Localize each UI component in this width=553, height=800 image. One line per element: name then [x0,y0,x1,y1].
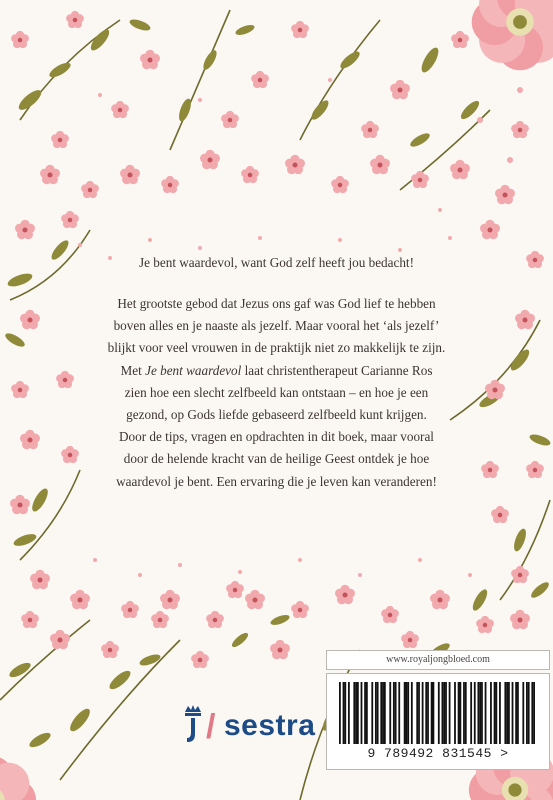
barcode-bar [418,682,420,744]
flower-icon [206,611,224,628]
barcode-bar [395,682,397,744]
flower-icon [335,585,355,604]
barcode-bar [422,682,424,744]
description-line: gezond, op Gods liefde gebaseerd zelfbeeld kunt krijgen. [126,407,427,423]
description-text [0,293,553,493]
leaf-icon [88,27,112,53]
stem-line [60,640,180,780]
barcode-bar [411,682,413,744]
flower-icon [226,581,244,598]
petal-dot [338,238,342,242]
flower-icon [70,590,90,609]
flower-icon [491,506,509,523]
flower-icon [285,155,305,174]
flower-icon [50,630,70,649]
barcode-bar [393,682,395,744]
barcode-bar [481,682,483,744]
barcode-bar [389,682,391,744]
barcode-bar [474,682,476,744]
book-title-italic: Je bent waardevol [145,362,242,378]
description-line: door de helende kracht van de heilige Geest ontdek je hoe [123,451,430,467]
flower-icon [251,71,269,88]
leaf-icon [470,587,490,612]
barcode-bar [438,682,440,744]
flower-icon [511,566,529,583]
flower-icon [390,80,410,99]
logo-slash: / [206,708,216,746]
isbn-number: 9 789492 831545 > [367,746,509,761]
flower-icon [161,176,179,193]
flower-icon [151,611,169,628]
tagline: Je bent waardevol, want God zelf heeft jou bedacht! [139,255,414,270]
barcode-bar [495,682,497,744]
barcode-bar [380,682,382,744]
large-flower-icon [472,0,553,70]
leaf-icon [529,580,551,601]
barcode-bar [504,682,506,744]
petal-dot [98,93,102,97]
barcode-bar [528,682,530,744]
barcode-bar [479,682,481,744]
petal-dot [238,570,242,574]
leaf-icon [16,87,44,113]
flower-icon [381,606,399,623]
barcode-bar [343,682,345,744]
petal-dot [198,246,202,250]
barcode-bar [382,682,384,744]
barcode-bar [443,682,445,744]
barcode-bar [404,682,406,744]
barcode-bar [508,682,510,744]
leaf-icon [338,49,362,71]
leaf-icon [234,23,255,37]
petal-dot [468,573,472,577]
barcode-bar [357,682,359,744]
barcode-bar [454,682,456,744]
petal-dot [93,558,97,562]
leaf-icon [27,730,52,750]
flower-icon [291,21,309,38]
barcode-bar [416,682,418,744]
barcode-bar [407,682,409,744]
flower-icon [361,121,379,138]
barcode-bar [458,682,460,744]
royal-crown-j-icon [182,704,204,746]
flower-icon [111,101,129,118]
petal-dot [148,238,152,242]
barcode-bar [371,682,373,744]
barcode-bar [366,682,368,744]
petal-dot [138,573,142,577]
petal-dot [78,243,82,247]
petal-dot [517,87,523,93]
flower-icon [40,165,60,184]
barcode-bar [512,682,514,744]
flower-icon [245,590,265,609]
flower-icon [511,121,529,138]
leaf-icon [138,652,162,667]
barcode-bar [344,682,346,744]
barcode-bar [485,682,487,744]
barcode [326,673,550,770]
barcode-bar [533,682,535,744]
flower-icon [411,171,429,188]
barcode-bar [459,682,461,744]
barcode-bar [441,682,443,744]
website-url: www.royaljongbloed.com [326,650,550,670]
barcode-bar [526,682,528,744]
flower-icon [480,220,500,239]
flower-icon [51,131,69,148]
petal-dot [178,563,182,567]
leaf-icon [309,98,331,122]
barcode-bar [406,682,408,744]
flower-icon [401,631,419,648]
flower-icon [221,111,239,128]
flower-icon [451,31,469,48]
flower-icon [270,640,290,659]
barcode-bar [427,682,429,744]
barcode-bar [348,682,350,744]
barcode-bar [377,682,379,744]
leaf-icon [512,527,529,553]
leaf-icon [408,131,431,149]
petal-dot [448,236,452,240]
description-line [0,360,553,382]
flower-icon [10,495,30,514]
sestra-wordmark: sestra [224,709,316,742]
petal-dot [328,78,332,82]
barcode-bar [353,682,355,744]
barcode-bar [364,682,366,744]
flower-icon [140,50,160,69]
petal-dot [298,558,302,562]
stem-line [0,620,90,700]
flower-icon [495,185,515,204]
petal-dot [477,117,483,123]
barcode-bar [463,682,465,744]
barcode-bar [431,682,433,744]
barcode-bar [465,682,467,744]
description-line: blijkt voor veel vrouwen in de praktijk niet zo makkelijk te zijn. [107,340,446,356]
leaf-icon [418,45,441,75]
barcode-bar [470,682,472,744]
flower-icon [30,570,50,589]
petal-dot [198,98,202,102]
barcode-bar [490,682,492,744]
flower-icon [120,165,140,184]
flower-icon [61,211,79,228]
leaf-icon [7,660,32,680]
description-text-fragment: laat christentherapeut Carianne Ros [241,362,433,378]
barcode-bar [531,682,533,744]
flower-icon [21,611,39,628]
flower-icon [200,150,220,169]
barcode-bar [517,682,519,744]
leaf-icon [107,668,133,692]
barcode-bar [449,682,451,744]
petal-dot [258,236,262,240]
barcode-bar [361,682,363,744]
flower-icon [450,160,470,179]
description-line: zien hoe een slecht zelfbeeld kan ontstaan – en hoe je een [124,384,429,400]
flower-icon [241,166,259,183]
petal-dot [358,573,362,577]
flower-icon [510,610,530,629]
leaf-icon [47,60,72,80]
leaf-icon [128,17,152,32]
flower-icon [291,601,309,618]
description-line: Het grootste gebod dat Jezus ons gaf was God lief te hebben [117,296,436,311]
barcode-bar [494,682,496,744]
flower-icon [191,651,209,668]
barcode-bar [398,682,400,744]
barcode-bar [445,682,447,744]
description-line: Door de tips, vragen en opdrachten in dit boek, maar vooral [119,429,434,445]
barcode-bar [515,682,517,744]
leaf-icon [230,631,250,650]
barcode-bar [477,682,479,744]
barcode-bar [425,682,427,744]
flower-icon [476,616,494,633]
flower-icon [430,590,450,609]
large-flower-icon [0,756,36,800]
flower-icon [121,601,139,618]
flower-icon [160,590,180,609]
stem-line [170,10,230,150]
barcode-bar [375,682,377,744]
barcode-bar [522,682,524,744]
flower-icon [11,31,29,48]
flower-icon [81,181,99,198]
barcode-bar [506,682,508,744]
barcode-bar [355,682,357,744]
barcode-bar [339,682,341,744]
flower-icon [370,155,390,174]
description-line: boven alles en je naaste als jezelf. Maar vooral het ‘als jezelf’ [113,318,440,334]
flower-icon [15,220,35,239]
flower-icon [331,176,349,193]
petal-dot [438,208,442,212]
leaf-icon [67,706,93,734]
description-line: waardevol je bent. Een ervaring die je leven kan veranderen! [116,473,437,489]
barcode-bar [384,682,386,744]
leaf-icon [269,613,290,627]
petal-dot [507,157,513,163]
barcode-bars [339,682,535,744]
description-text-fragment: Met [120,362,146,378]
petal-dot [418,558,422,562]
barcode-bar [433,682,435,744]
flower-icon [66,11,84,28]
leaf-icon [201,48,219,71]
flower-icon [101,641,119,658]
barcode-bar [499,682,501,744]
